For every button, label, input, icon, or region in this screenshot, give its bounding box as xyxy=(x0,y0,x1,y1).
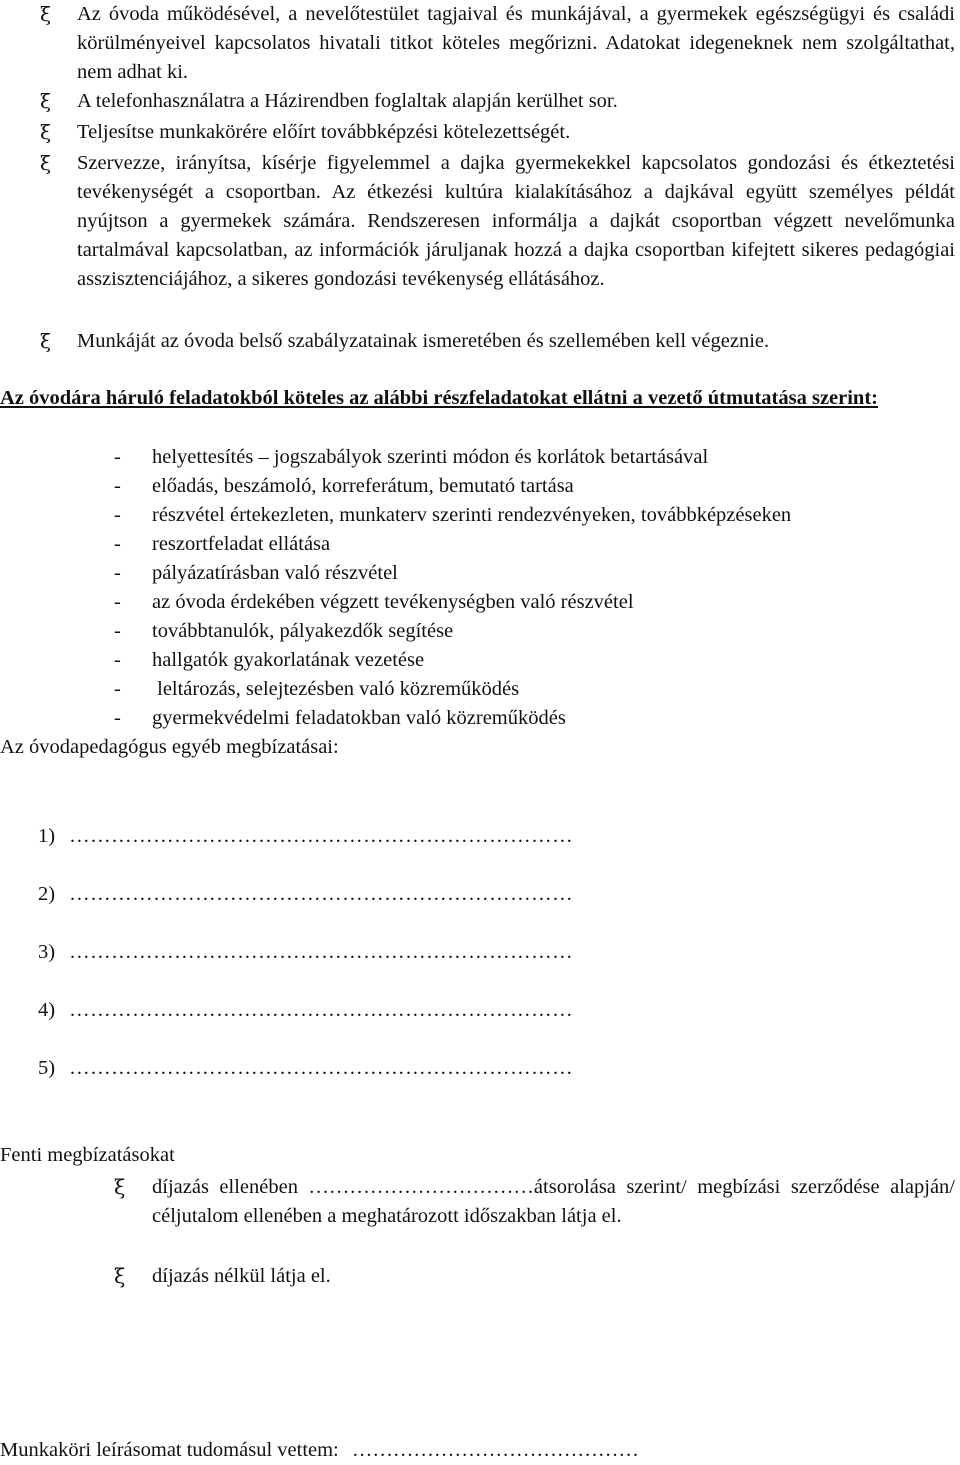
blank-line[interactable] xyxy=(38,938,573,967)
dash-marker: - xyxy=(114,533,121,555)
blank-number: 2) xyxy=(38,883,56,905)
above-assignments-label: Fenti megbízatásokat xyxy=(0,1144,175,1166)
blank-dots: ……………………………………………………………… xyxy=(69,883,574,905)
blank-dots: ……………………………………………………………… xyxy=(69,999,574,1021)
blank-number: 4) xyxy=(38,999,56,1021)
blank-line[interactable] xyxy=(38,996,573,1025)
list-item xyxy=(114,646,424,675)
blank-line[interactable] xyxy=(38,822,573,851)
dash-marker: - xyxy=(114,562,121,584)
dash-marker: - xyxy=(114,446,121,468)
xi-bullet-icon: ξ xyxy=(40,120,52,144)
blank-number: 1) xyxy=(38,825,56,847)
blank-dots: ……………………………………………………………… xyxy=(69,825,574,847)
bullet-text: Szervezze, irányítsa, kísérje figyelemmel a dajka gyermekekkel kapcsolatos gondozási és étkeztetési tevékenységét a csoportban. Az étkezési kultúra kialakításához a dajkával együtt személyes példát nyújtson a gyermekek számára. Rendszeresen informálja a dajkát csoportban végzett nevelőmunka tartalmával kapcsolatban, az információk járuljanak hozzá a dajka csoportban kifejtett sikeres pedagógiai asszisztenciájához, a sikeres gondozási tevékenység ellátásához. xyxy=(77,152,955,290)
bullet-text: Az óvoda működésével, a nevelőtestület tagjaival és munkájával, a gyermekek egészségügyi és családi körülményeivel kapcsolatos hivatali titkot köteles megőrizni. Adatokat idegeneknek nem szolgáltathat, nem adhat ki. xyxy=(77,3,955,83)
xi-bullet-icon: ξ xyxy=(114,1264,126,1288)
task-text: helyettesítés – jogszabályok szerinti módon és korlátok betartásával xyxy=(152,446,709,468)
dash-marker: - xyxy=(114,649,121,671)
bullet-text: A telefonhasználatra a Házirendben foglaltak alapján kerülhet sor. xyxy=(77,90,618,112)
task-text: részvétel értekezleten, munkaterv szerinti rendezvényeken, továbbképzéseken xyxy=(152,504,792,526)
list-item xyxy=(114,472,574,501)
list-item xyxy=(114,704,566,733)
task-text: gyermekvédelmi feladatokban való közreműködés xyxy=(152,707,566,729)
dash-marker: - xyxy=(114,591,121,613)
option-text: díjazás nélkül látja el. xyxy=(152,1265,331,1287)
task-text: pályázatírásban való részvétel xyxy=(152,562,398,584)
blank-dots: ……………………………………………………………… xyxy=(69,1057,574,1079)
section-heading: Az óvodára háruló feladatokból köteles az alábbi részfeladatokat ellátni a vezető útmutatása szerint: xyxy=(0,387,878,409)
blank-number: 3) xyxy=(38,941,56,963)
dash-marker: - xyxy=(114,620,121,642)
task-text: továbbtanulók, pályakezdők segítése xyxy=(152,620,454,642)
blank-number: 5) xyxy=(38,1057,56,1079)
blank-line[interactable] xyxy=(38,1054,573,1083)
xi-bullet-icon: ξ xyxy=(40,89,52,113)
blank-line[interactable] xyxy=(38,880,573,909)
option-text: díjazás ellenében ……………………………átsorolása szerint/ megbízási szerződése alapján/ céljutalom ellenében a meghatározott időszakban látja el. xyxy=(152,1176,955,1227)
signature-label: Munkaköri leírásomat tudomásul vettem: xyxy=(0,1439,339,1461)
list-item xyxy=(114,588,634,617)
bullet-text: Teljesítse munkakörére előírt továbbképzési kötelezettségét. xyxy=(77,121,571,143)
list-item xyxy=(114,443,708,472)
list-item xyxy=(114,617,453,646)
dash-marker: - xyxy=(114,678,121,700)
dash-marker: - xyxy=(114,475,121,497)
task-text: előadás, beszámoló, korreferátum, bemutató tartása xyxy=(152,475,574,497)
list-item xyxy=(114,530,330,559)
dash-marker: - xyxy=(114,707,121,729)
list-item xyxy=(114,559,398,588)
blank-dots: ……………………………………………………………… xyxy=(69,941,574,963)
signature-line[interactable] xyxy=(0,1436,639,1465)
xi-bullet-icon: ξ xyxy=(40,2,52,26)
dash-marker: - xyxy=(114,504,121,526)
bullet-text: Munkáját az óvoda belső szabályzatainak ismeretében és szellemében kell végeznie. xyxy=(77,330,770,352)
list-item xyxy=(114,501,791,530)
task-text: reszortfeladat ellátása xyxy=(152,533,331,555)
task-text: hallgatók gyakorlatának vezetése xyxy=(152,649,425,671)
task-text: az óvoda érdekében végzett tevékenységben való részvétel xyxy=(152,591,634,613)
other-assignments-label: Az óvodapedagógus egyéb megbízatásai: xyxy=(0,736,339,758)
xi-bullet-icon: ξ xyxy=(114,1175,126,1199)
task-text: leltározás, selejtezésben való közreműködés xyxy=(152,678,520,700)
xi-bullet-icon: ξ xyxy=(40,329,52,353)
list-item xyxy=(114,675,519,704)
signature-dots: …………………………………… xyxy=(351,1439,639,1461)
xi-bullet-icon: ξ xyxy=(40,151,52,175)
